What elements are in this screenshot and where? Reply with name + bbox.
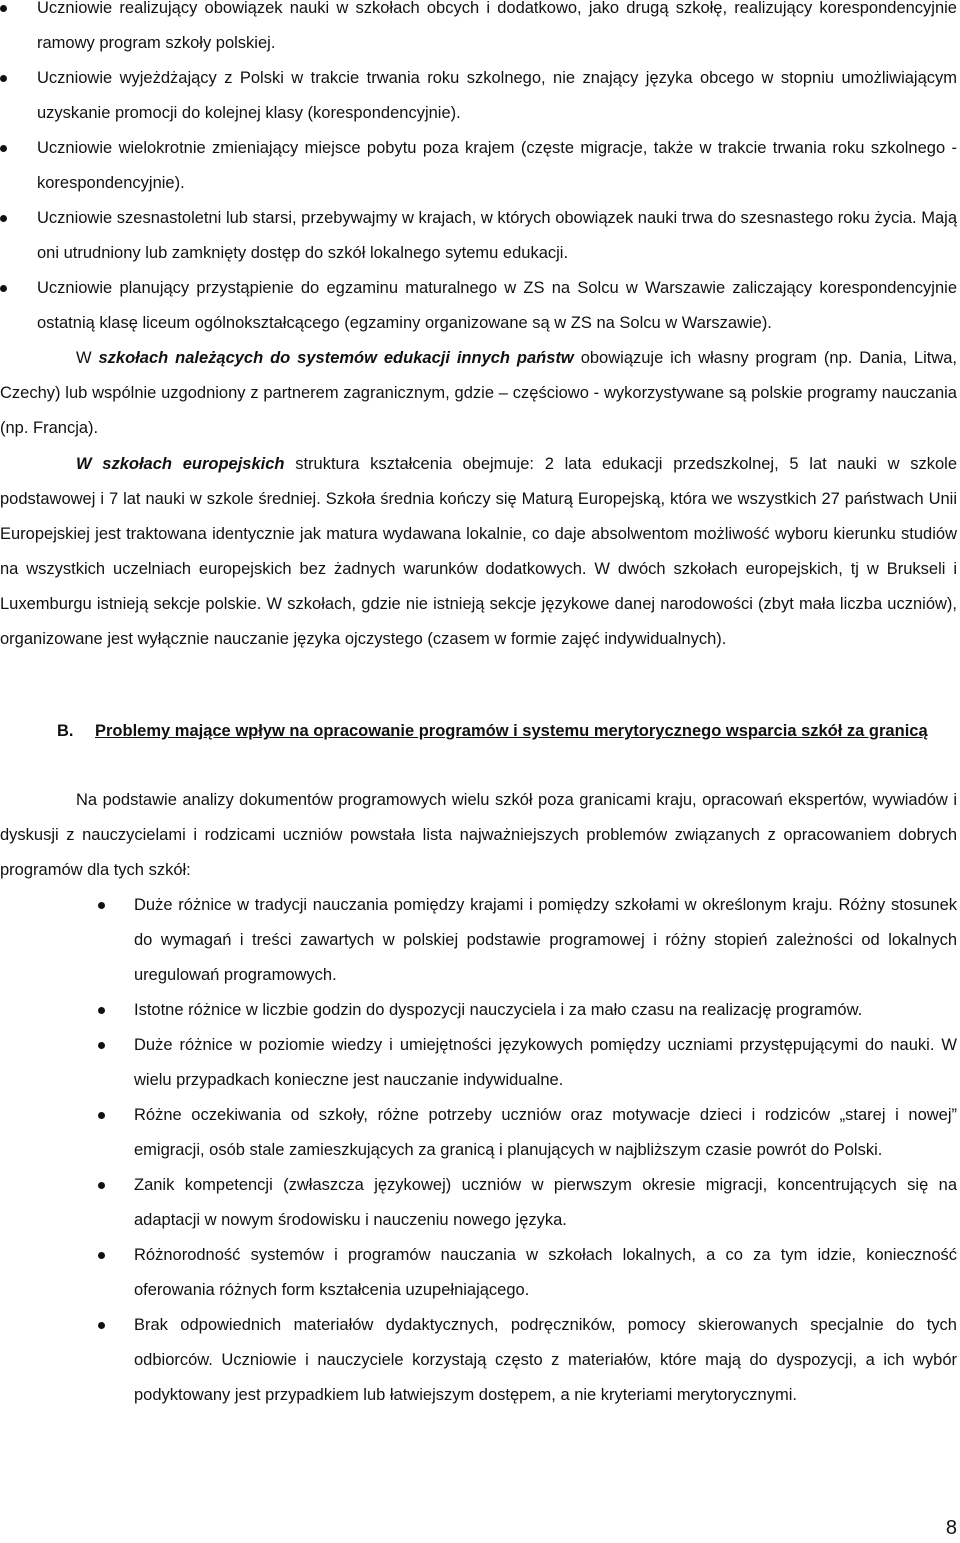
list-item: Uczniowie realizujący obowiązek nauki w szkołach obcych i dodatkowo, jako drugą szkołę, realizujący korespondencyjnie ramowy program szkoły polskiej. xyxy=(0,0,957,61)
list-item: Uczniowie wyjeżdżający z Polski w trakcie trwania roku szkolnego, nie znający języka obcego w stopniu umożliwiającym uzyskanie promocji do kolejnej klasy (korespondencyjnie). xyxy=(0,61,957,131)
foreign-systems-paragraph: W szkołach należących do systemów edukacji innych państw obowiązuje ich własny program (np. Dania, Litwa, Czechy) lub wspólnie uzgodniony z partnerem zagranicznym, gdzie – częściowo - wykorzystywane są polskie programy nauczania (np. Francja). xyxy=(0,349,957,437)
list-item: Istotne różnice w liczbie godzin do dyspozycji nauczyciela i za mało czasu na realizację programów. xyxy=(98,993,957,1028)
bullet-icon xyxy=(98,1182,105,1189)
page-number: 8 xyxy=(945,1517,957,1539)
list-item: Uczniowie szesnastoletni lub starsi, przebywajmy w krajach, w których obowiązek nauki trwa do szesnastego roku życia. Mają oni utrudniony lub zamknięty dostęp do szkół lokalnego sytemu edukacji. xyxy=(0,201,957,271)
list-item: Różne oczekiwania od szkoły, różne potrzeby uczniów oraz motywacje dzieci i rodziców „starej i nowej” emigracji, osób stale zamieszkujących za granicą i planujących w najbliższym czasie powrót do Polski. xyxy=(98,1098,957,1168)
emphasis-text: W szkołach europejskich xyxy=(76,455,285,473)
section-heading xyxy=(57,719,928,743)
section-letter: B. xyxy=(57,722,74,740)
bullet-icon xyxy=(0,285,7,292)
bullet-icon xyxy=(0,145,7,152)
list-item: Uczniowie wielokrotnie zmieniający miejsce pobytu poza krajem (częste migracje, także w trakcie trwania roku szkolnego - korespondencyjnie). xyxy=(0,131,957,201)
bullet-icon xyxy=(98,1112,105,1119)
list-item: Różnorodność systemów i programów nauczania w szkołach lokalnych, a co za tym idzie, konieczność oferowania różnych form kształcenia uzupełniającego. xyxy=(98,1238,957,1308)
bullet-icon xyxy=(0,75,7,82)
list-item: Duże różnice w poziomie wiedzy i umiejętności językowych pomiędzy uczniami przystępującymi do nauki. W wielu przypadkach konieczne jest nauczanie indywidualne. xyxy=(98,1028,957,1098)
bullet-icon xyxy=(98,1042,105,1049)
target-groups-list xyxy=(0,0,957,341)
problems-list xyxy=(98,888,957,1413)
bullet-icon xyxy=(98,1252,105,1259)
bullet-icon xyxy=(0,215,7,222)
bullet-icon xyxy=(98,1322,105,1329)
european-schools-paragraph: W szkołach europejskich struktura kształcenia obejmuje: 2 lata edukacji przedszkolnej, 5 lat nauki w szkole podstawowej i 7 lat nauki w szkole średniej. Szkoła średnia kończy się Maturą Europejską, która we wszystkich 27 państwach Unii Europejskiej jest traktowana identycznie jak matura wydawana lokalnie, co daje absolwentom możliwość wyboru kierunku studiów na wszystkich uczelniach europejskich bez żadnych warunków dodatkowych. W dwóch szkołach europejskich, tj w Brukseli i Luxemburgu istnieją sekcje polskie. W szkołach, gdzie nie istnieją sekcje językowe danej narodowości (zbyt mała liczba uczniów), organizowane jest wyłącznie nauczanie języka ojczystego (czasem w formie zajęć indywidualnych). xyxy=(0,455,957,648)
section-title: Problemy mające wpływ na opracowanie programów i systemu merytorycznego wsparcia szkół za granicą xyxy=(95,722,928,740)
list-item: Brak odpowiednich materiałów dydaktycznych, podręczników, pomocy skierowanych specjalnie do tych odbiorców. Uczniowie i nauczyciele korzystają często z materiałów, które mają do dyspozycji, a ich wybór podyktowany jest przypadkiem lub łatwiejszym dostępem, a nie kryteriami merytorycznymi. xyxy=(98,1308,957,1413)
bullet-icon xyxy=(98,902,105,909)
emphasis-text: szkołach należących do systemów edukacji innych państw xyxy=(98,349,574,367)
list-item: Uczniowie planujący przystąpienie do egzaminu maturalnego w ZS na Solcu w Warszawie zaliczający korespondencyjnie ostatnią klasę liceum ogólnokształcącego (egzaminy organizowane są w ZS na Solcu w Warszawie). xyxy=(0,271,957,341)
bullet-icon xyxy=(0,5,7,12)
list-item: Zanik kompetencji (zwłaszcza językowej) uczniów w pierwszym okresie migracji, koncentrujących się na adaptacji w nowym środowisku i nauczeniu nowego języka. xyxy=(98,1168,957,1238)
bullet-icon xyxy=(98,1007,105,1014)
intro-paragraph: Na podstawie analizy dokumentów programowych wielu szkół poza granicami kraju, opracowań ekspertów, wywiadów i dyskusji z nauczycielami i rodzicami uczniów powstała lista najważniejszych problemów związanych z opracowaniem dobrych programów dla tych szkół: xyxy=(0,791,957,879)
list-item: Duże różnice w tradycji nauczania pomiędzy krajami i pomiędzy szkołami w określonym kraju. Różny stosunek do wymagań i treści zawartych w polskiej podstawie programowej i różny stopień zależności od lokalnych uregulowań programowych. xyxy=(98,888,957,993)
